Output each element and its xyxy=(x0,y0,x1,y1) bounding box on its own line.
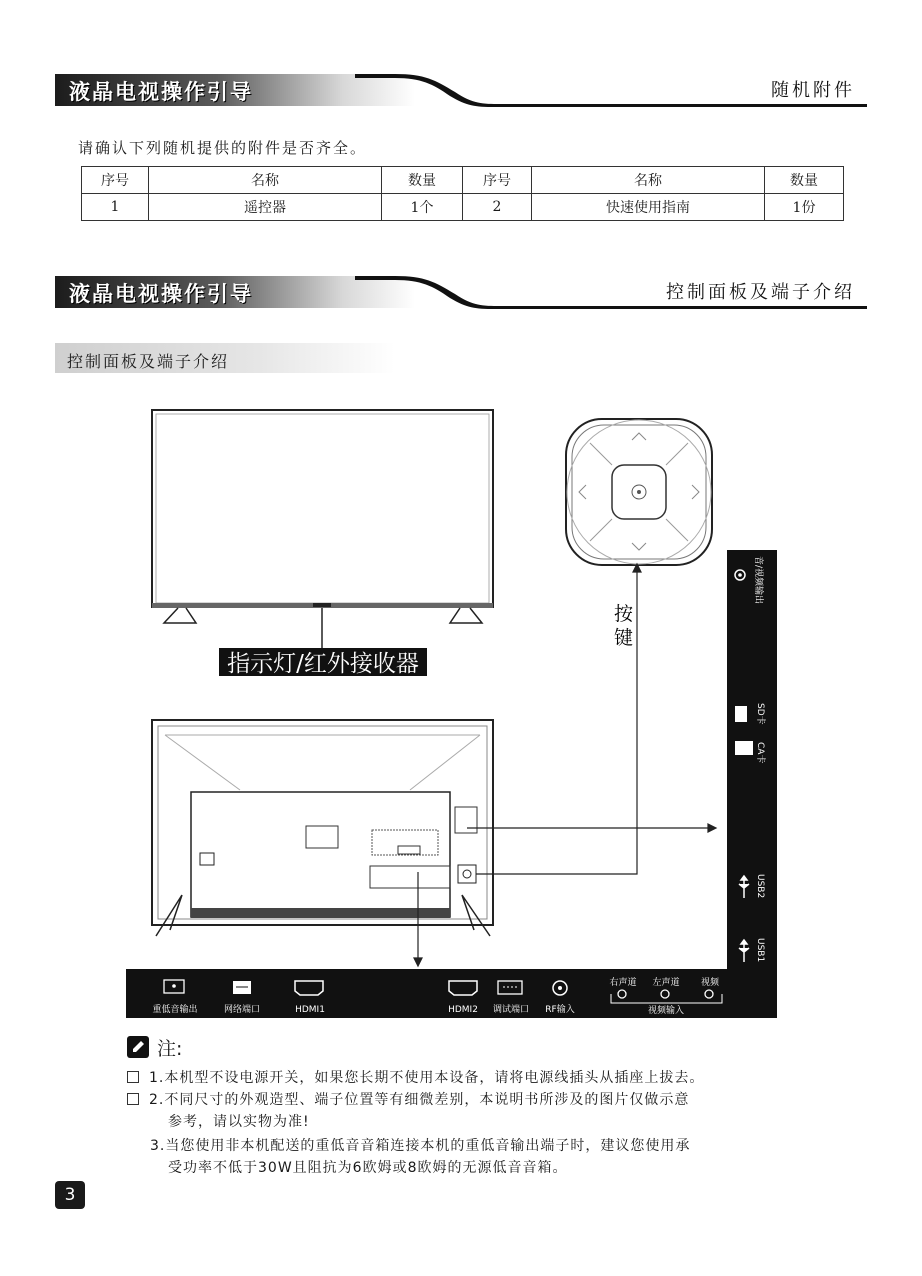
bottom-label-debug: 调试端口 xyxy=(492,1005,530,1015)
header-right-label: 随机附件 xyxy=(771,80,855,101)
side-label-usb2: USB2 xyxy=(755,874,765,899)
side-label-sd: SD卡 xyxy=(755,703,765,725)
tv-front-illustration xyxy=(152,410,493,650)
note-item xyxy=(127,1089,689,1111)
header-right-label: 控制面板及端子介绍 xyxy=(666,282,855,303)
table-cell: 遥控器 xyxy=(149,194,382,221)
bottom-label-right-channel: 右声道 xyxy=(609,978,637,988)
bottom-label-hdmi1: HDMI1 xyxy=(295,1005,325,1015)
indicator-label: 指示灯/红外接收器 xyxy=(227,651,419,677)
bottom-label-hdmi2: HDMI2 xyxy=(448,1005,478,1015)
checkbox-icon xyxy=(127,1093,139,1105)
tv-back-illustration xyxy=(152,720,493,936)
note-item-continuation: 参考，请以实物为准! xyxy=(168,1114,310,1130)
table-cell: 1 xyxy=(82,194,149,221)
keypad-illustration xyxy=(566,419,712,565)
bottom-terminal-panel xyxy=(126,969,777,1018)
table-header-cell: 序号 xyxy=(463,167,532,194)
note-text: 1.本机型不设电源开关，如果您长期不使用本设备，请将电源线插头从插座上拔去。 xyxy=(149,1070,705,1086)
table-cell: 快速使用指南 xyxy=(532,194,765,221)
table-cell: 2 xyxy=(463,194,532,221)
subheader-label: 控制面板及端子介绍 xyxy=(67,352,230,371)
table-cell: 1份 xyxy=(765,194,844,221)
table-header-cell: 名称 xyxy=(149,167,382,194)
checkbox-icon xyxy=(127,1071,139,1083)
bottom-label-subwoofer: 重低音输出 xyxy=(152,1005,198,1015)
bottom-label-video: 视频 xyxy=(700,978,720,988)
table-header-cell: 数量 xyxy=(382,167,463,194)
bottom-label-rf: RF输入 xyxy=(545,1005,575,1015)
side-label-usb1: USB1 xyxy=(755,938,765,963)
side-label-ca: CA卡 xyxy=(755,742,765,764)
table-header-cell: 数量 xyxy=(765,167,844,194)
header-title: 液晶电视操作引导 xyxy=(69,282,253,306)
note-item xyxy=(127,1067,704,1089)
side-label-audio-out: 音/视频输出 xyxy=(753,556,763,605)
table-header-cell: 名称 xyxy=(532,167,765,194)
bottom-label-video-input: 视频输入 xyxy=(647,1006,685,1016)
notes-label: 注: xyxy=(157,1038,183,1060)
table-header-cell: 序号 xyxy=(82,167,149,194)
bottom-label-left-channel: 左声道 xyxy=(652,978,680,988)
side-terminal-panel xyxy=(727,550,777,1018)
note-text: 2.不同尺寸的外观造型、端子位置等有细微差别，本说明书所涉及的图片仅做示意 xyxy=(149,1092,690,1108)
pencil-icon xyxy=(127,1036,149,1058)
keys-label-char-2: 键 xyxy=(614,627,634,649)
note-item: 3.当您使用非本机配送的重低音音箱连接本机的重低音输出端子时，建议您使用承 xyxy=(150,1138,691,1154)
bottom-label-network: 网络端口 xyxy=(223,1005,261,1015)
intro-text: 请确认下列随机提供的附件是否齐全。 xyxy=(78,139,368,157)
header-title: 液晶电视操作引导 xyxy=(69,80,253,104)
keys-label-char-1: 按 xyxy=(614,603,634,625)
table-cell: 1个 xyxy=(382,194,463,221)
page-number: 3 xyxy=(55,1181,85,1209)
note-item-continuation: 受功率不低于30W且阻抗为6欧姆或8欧姆的无源低音音箱。 xyxy=(168,1160,568,1176)
indicator-label-box xyxy=(219,648,427,677)
